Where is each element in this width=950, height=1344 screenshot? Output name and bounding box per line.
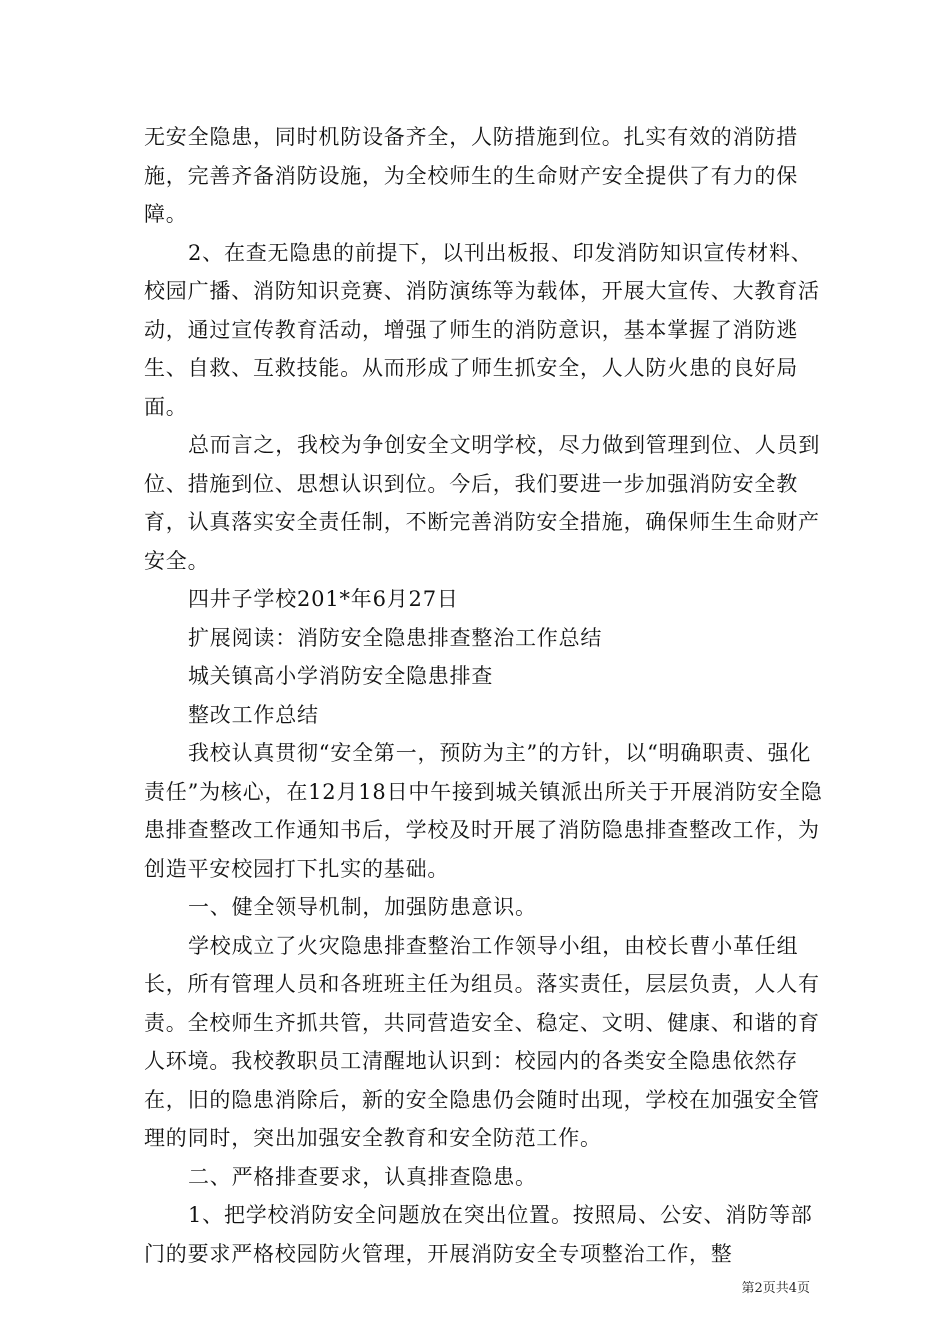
paragraph-extended-reading: 扩展阅读：消防安全隐患排查整治工作总结 (188, 625, 603, 650)
document-body (144, 118, 830, 1273)
paragraph-title-line-2: 整改工作总结 (188, 702, 319, 727)
section-heading-2: 二、严格排查要求，认真排查隐患。 (188, 1164, 537, 1189)
paragraph-intro: 我校认真贯彻“安全第一，预防为主”的方针，以“明确职责、强化责任”为核心，在12月18日中午接到城关镇派出所关于开展消防安全隐患排查整改工作通知书后，学校及时开展了消防隐患排查整改工作，为创造平安校园打下扎实的基础。 (144, 741, 823, 881)
section-heading-1: 一、健全领导机制，加强防患意识。 (188, 895, 537, 919)
page-number-footer: 第2页共4页 (741, 1281, 810, 1296)
paragraph-signature-date: 四井子学校201*年6月27日 (188, 587, 459, 611)
paragraph-continuation: 无安全隐患，同时机防设备齐全，人防措施到位。扎实有效的消防措施，完善齐备消防设施，为全校师生的生命财产安全提供了有力的保障。 (144, 125, 798, 226)
paragraph-leadership: 学校成立了火灾隐患排查整治工作领导小组，由校长曹小革任组长，所有管理人员和各班班主任为组员。落实责任，层层负责，人人有责。全校师生齐抓共管，共同营造安全、稳定、文明、健康、和谐的育人环境。我校教职员工清醒地认识到：校园内的各类安全隐患依然存在，旧的隐患消除后，新的安全隐患仍会随时出现，学校在加强安全管理的同时，突出加强安全教育和安全防范工作。 (144, 933, 820, 1150)
paragraph-publicity: 2、在查无隐患的前提下，以刊出板报、印发消防知识宣传材料、校园广播、消防知识竞赛、消防演练等为载体，开展大宣传、大教育活动，通过宣传教育活动，增强了师生的消防意识，基本掌握了消防逃生、自救、互救技能。从而形成了师生抓安全，人人防火患的良好局面。 (144, 240, 820, 419)
paragraph-inspection-1: 1、把学校消防安全问题放在突出位置。按照局、公安、消防等部门的要求严格校园防火管理，开展消防安全专项整治工作，整 (144, 1203, 813, 1266)
paragraph-summary: 总而言之，我校为争创安全文明学校，尽力做到管理到位、人员到位、措施到位、思想认识到位。今后，我们要进一步加强消防安全教育，认真落实安全责任制，不断完善消防安全措施，确保师生生命财产安全。 (144, 433, 821, 573)
paragraph-title-line-1: 城关镇高小学消防安全隐患排查 (188, 664, 494, 688)
